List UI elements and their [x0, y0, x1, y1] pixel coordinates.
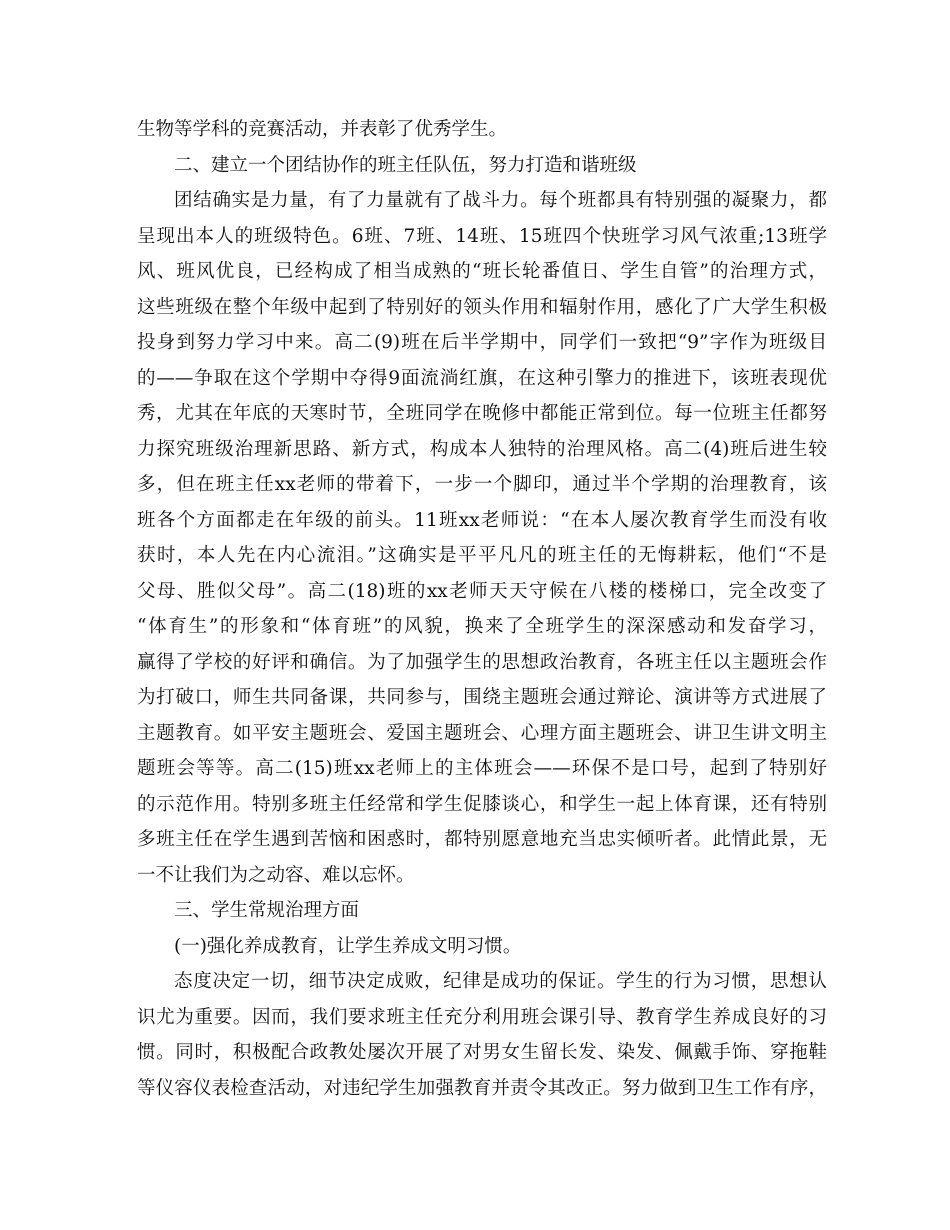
text-line: 这些班级在整个年级中起到了特别好的领头作用和辐射作用，感化了广大学生积极	[137, 296, 827, 318]
section-heading: 三、学生常规治理方面	[174, 900, 360, 921]
text-line: 生物等学科的竞赛活动，并表彰了优秀学生。	[137, 119, 508, 140]
text-line: 题班会等等。高二(15)班xx老师上的主体班会——环保不是口号，起到了特别好	[137, 758, 827, 779]
text-line: 等仪容仪表检查活动，对违纪学生加强教育并责令其改正。努力做到卫生工作有序，	[137, 1077, 827, 1099]
text-line: 呈现出本人的班级特色。6班、7班、14班、15班四个快班学习风气浓重;13班学	[137, 225, 827, 247]
text-line: 多班主任在学生遇到苦恼和困惑时，都特别愿意地充当忠实倾听者。此情此景，无	[137, 829, 827, 850]
text-line: 主题教育。如平安主题班会、爱国主题班会、心理方面主题班会、讲卫生讲文明主	[137, 722, 827, 744]
text-line: 一不让我们为之动容、难以忘怀。	[137, 864, 415, 886]
text-line: 态度决定一切，细节决定成败，纪律是成功的保证。学生的行为习惯，思想认	[174, 971, 827, 992]
section-heading: 二、建立一个团结协作的班主任队伍，努力打造和谐班级	[174, 154, 637, 176]
text-line: 力探究班级治理新思路、新方式，构成本人独特的治理风格。高二(4)班后进生较	[137, 438, 827, 460]
text-line: 风、班风优良，已经构成了相当成熟的“班长轮番值日、学生自管”的治理方式，	[137, 261, 827, 282]
text-line: 的——争取在这个学期中夺得9面流淌红旗，在这种引擎力的推进下，该班表现优	[137, 367, 827, 389]
text-line: 识尤为重要。因而，我们要求班主任充分利用班会课引导、教育学生养成良好的习	[137, 1006, 827, 1028]
text-line: 父母、胜似父母”。高二(18)班的xx老师天天守候在八楼的楼梯口，完全改变了	[137, 580, 827, 602]
text-line: 惯。同时，积极配合政教处屡次开展了对男女生留长发、染发、佩戴手饰、穿拖鞋	[137, 1042, 827, 1063]
text-line: 为打破口，师生共同备课，共同参与，围绕主题班会通过辩论、演讲等方式进展了	[137, 687, 827, 708]
text-line: 的示范作用。特别多班主任经常和学生促膝谈心，和学生一起上体育课，还有特别	[137, 793, 827, 815]
text-line: 班各个方面都走在年级的前头。11班xx老师说：“在本人屡次教育学生而没有收	[137, 509, 827, 531]
subsection-heading: (一)强化养成教育，让学生养成文明习惯。	[174, 935, 522, 957]
text-line: “体育生”的形象和“体育班”的风貌，换来了全班学生的深深感动和发奋学习，	[137, 616, 827, 637]
text-line: 投身到努力学习中来。高二(9)班在后半学期中，同学们一致把“9”字作为班级目	[137, 332, 827, 353]
text-line: 团结确实是力量，有了力量就有了战斗力。每个班都具有特别强的凝聚力，都	[174, 190, 827, 211]
text-line: 多，但在班主任xx老师的带着下，一步一个脚印，通过半个学期的治理教育，该	[137, 474, 827, 495]
text-line: 获时，本人先在内心流泪。”这确实是平平凡凡的班主任的无悔耕耘，他们“不是	[137, 545, 827, 566]
text-line: 赢得了学校的好评和确信。为了加强学生的思想政治教育，各班主任以主题班会作	[137, 651, 827, 673]
document-body	[137, 112, 827, 1106]
text-line: 秀，尤其在年底的天寒时节，全班同学在晚修中都能正常到位。每一位班主任都努	[137, 403, 827, 424]
